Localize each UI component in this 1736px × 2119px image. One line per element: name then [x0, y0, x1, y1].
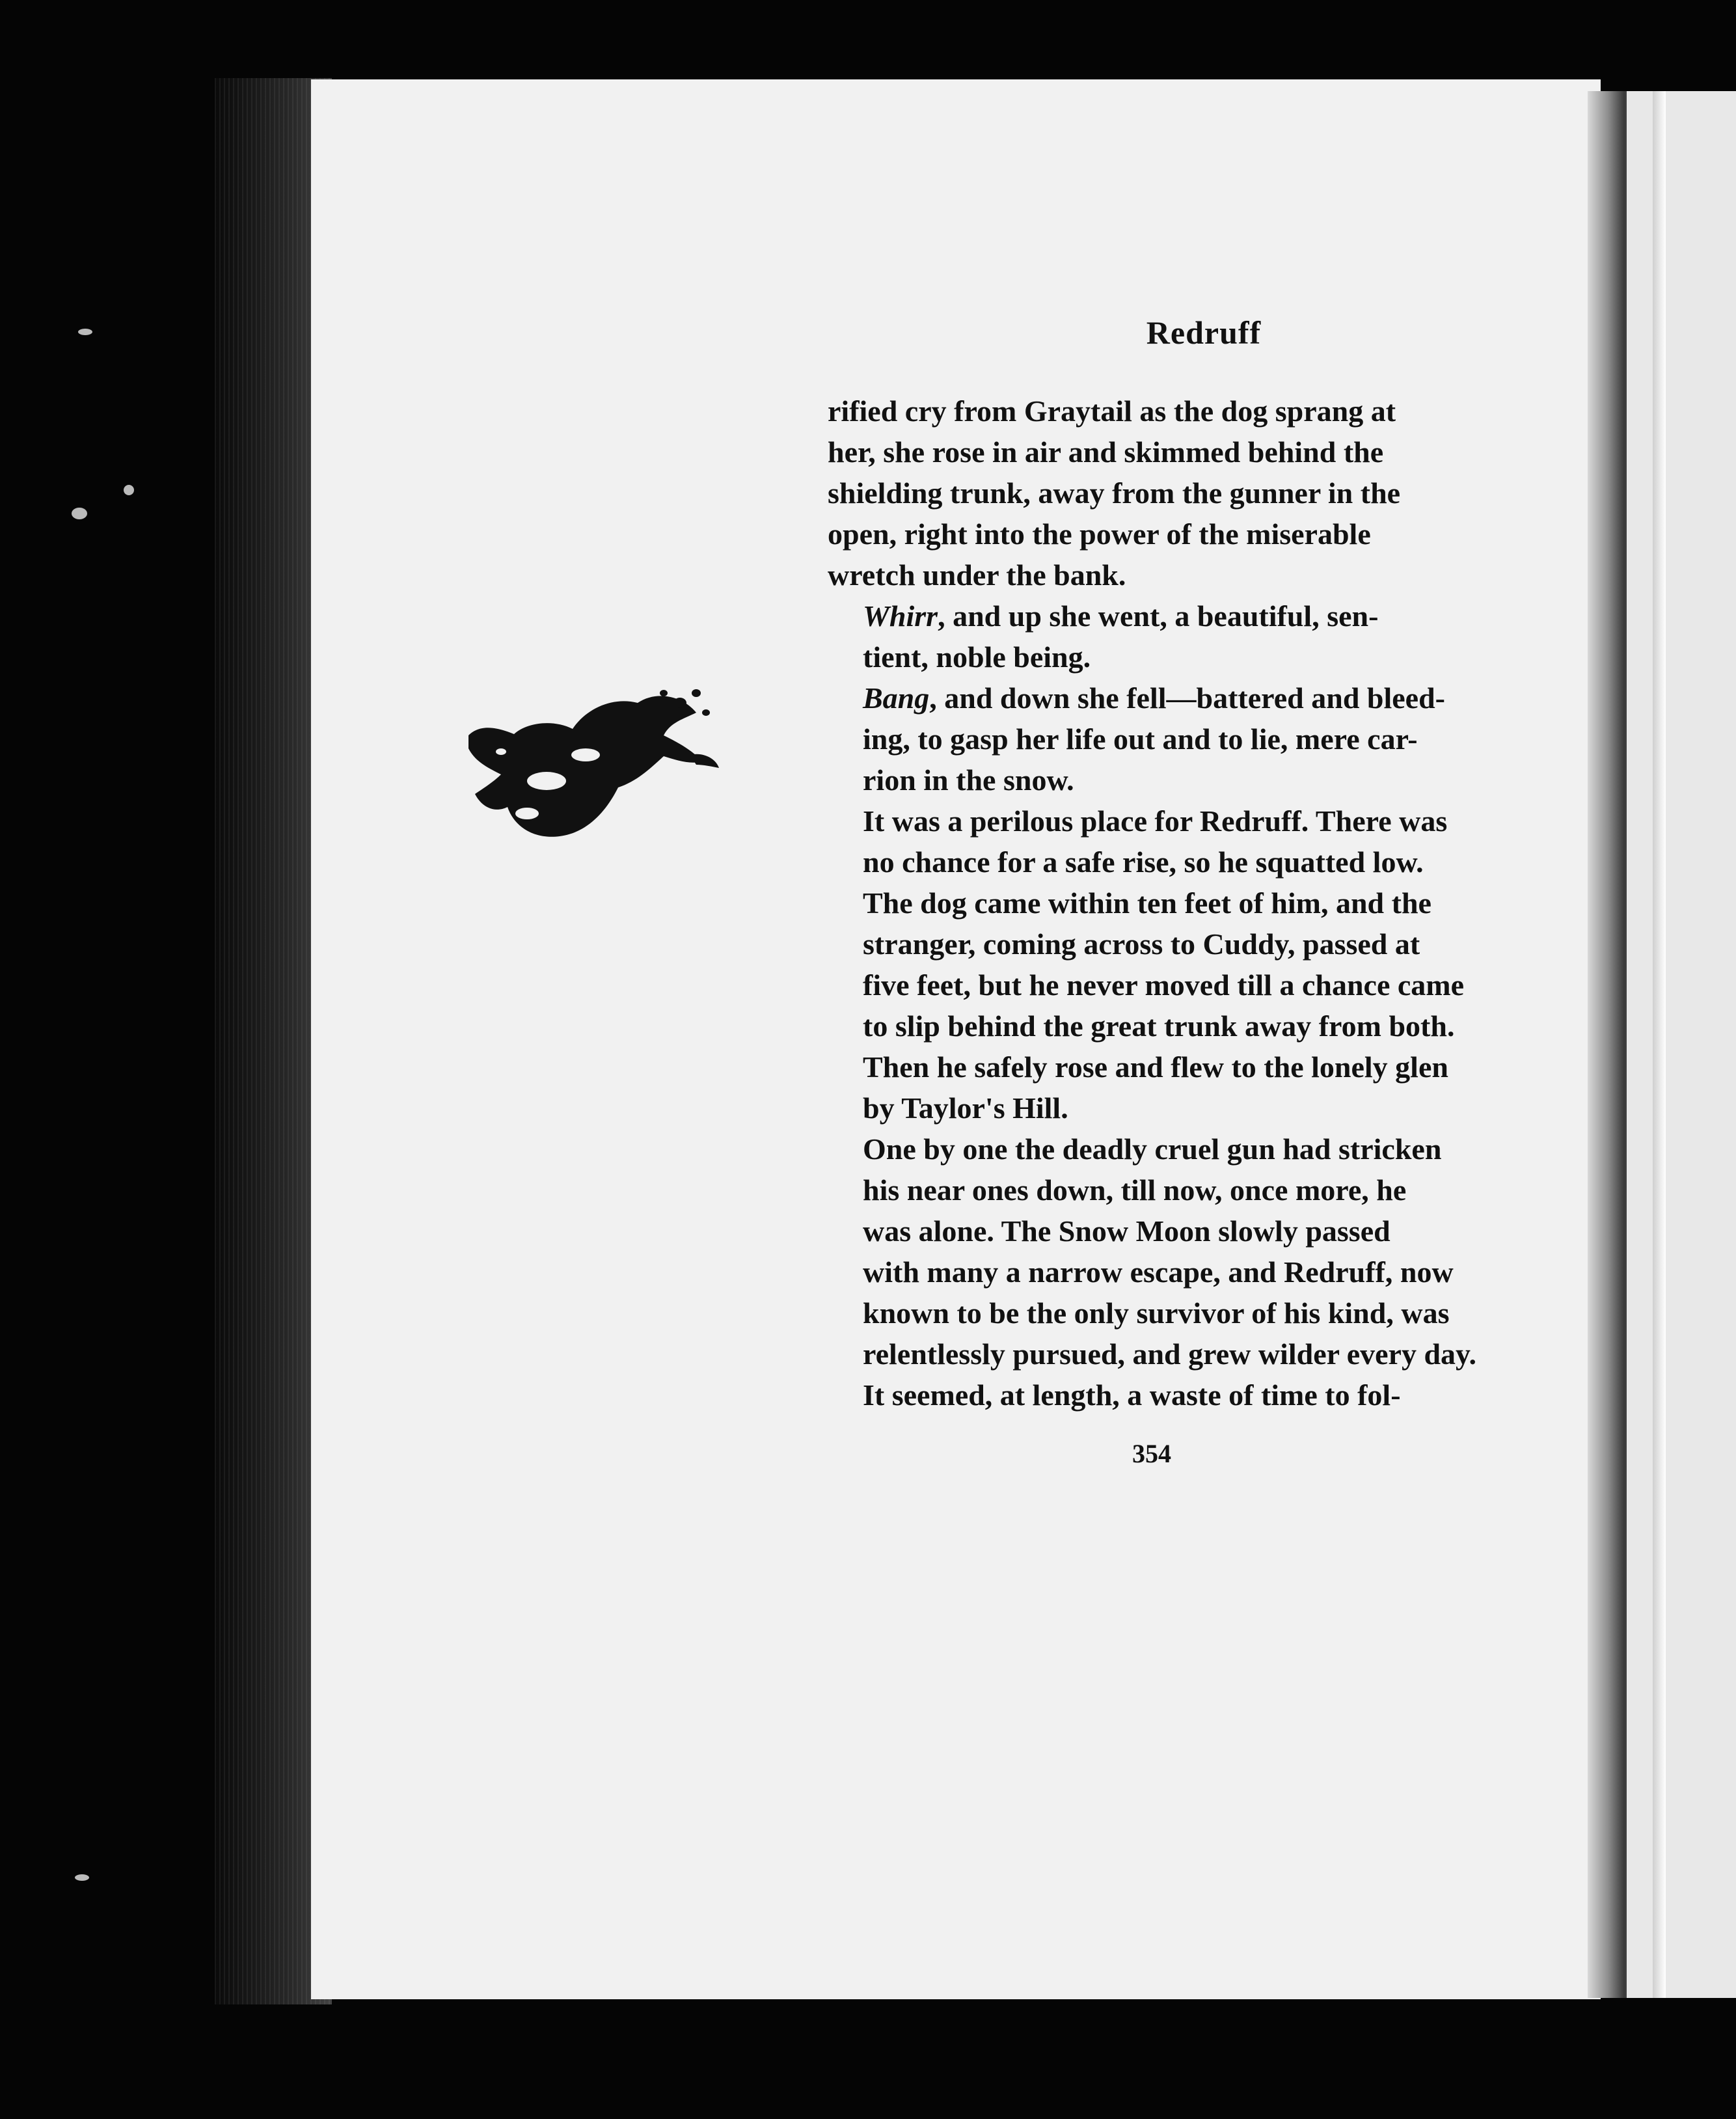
text-line: his near ones down, till now, once more, he: [863, 1173, 1407, 1207]
text-line: It seemed, at length, a waste of time to fol-: [863, 1378, 1401, 1412]
paragraph: [828, 677, 1498, 800]
text-line: rion in the snow.: [863, 763, 1074, 797]
paragraph: [828, 1128, 1498, 1374]
text-line: open, right into the power of the miserable: [828, 517, 1371, 551]
text-line: The dog came within ten feet of him, and the: [863, 886, 1431, 920]
paragraph: [828, 390, 1498, 595]
scan-speck: [78, 329, 92, 335]
text-line: wretch under the bank.: [828, 558, 1126, 592]
scan-speck: [75, 1874, 89, 1881]
text-line: Whirr, and up she went, a beautiful, sen-: [863, 599, 1379, 633]
text-line: five feet, but he never moved till a chance came: [863, 968, 1465, 1002]
scan-speck: [72, 508, 87, 519]
text-line: tient, noble being.: [863, 640, 1091, 674]
facing-page-highlight: [1653, 91, 1666, 1998]
grouse-bird-vignette-icon: [455, 683, 722, 853]
paragraph: [828, 595, 1498, 677]
page-number: 354: [1132, 1439, 1171, 1468]
text-line: shielding trunk, away from the gunner in the: [828, 476, 1401, 510]
italic-lead-word: Bang: [863, 681, 930, 715]
text-line: ing, to gasp her life out and to lie, mere car-: [863, 722, 1418, 756]
paragraph: [828, 800, 1498, 1128]
text-line: rified cry from Graytail as the dog sprang at: [828, 394, 1396, 428]
text-line: to slip behind the great trunk away from both.: [863, 1009, 1455, 1043]
text-line: It was a perilous place for Redruff. There was: [863, 804, 1448, 838]
text-line: Bang, and down she fell—battered and bleed-: [863, 681, 1446, 715]
text-line: stranger, coming across to Cuddy, passed at: [863, 927, 1420, 961]
text-line: known to be the only survivor of his kind, was: [863, 1296, 1450, 1330]
page-body-text: [828, 390, 1498, 1415]
text-line: her, she rose in air and skimmed behind the: [828, 435, 1384, 469]
running-head: Redruff: [1146, 314, 1262, 351]
text-line: relentlessly pursued, and grew wilder every day.: [863, 1337, 1476, 1371]
facing-page-edge: [1627, 91, 1736, 1998]
text-line: Then he safely rose and flew to the lonely glen: [863, 1050, 1448, 1084]
scan-speck: [124, 485, 134, 495]
text-line: by Taylor's Hill.: [863, 1091, 1068, 1125]
text-line: no chance for a safe rise, so he squatted low.: [863, 845, 1424, 879]
text-line: was alone. The Snow Moon slowly passed: [863, 1214, 1390, 1248]
paragraph: [828, 1374, 1498, 1415]
italic-lead-word: Whirr: [863, 599, 938, 633]
text-line: with many a narrow escape, and Redruff, now: [863, 1255, 1454, 1289]
text-line: One by one the deadly cruel gun had stricken: [863, 1132, 1442, 1166]
